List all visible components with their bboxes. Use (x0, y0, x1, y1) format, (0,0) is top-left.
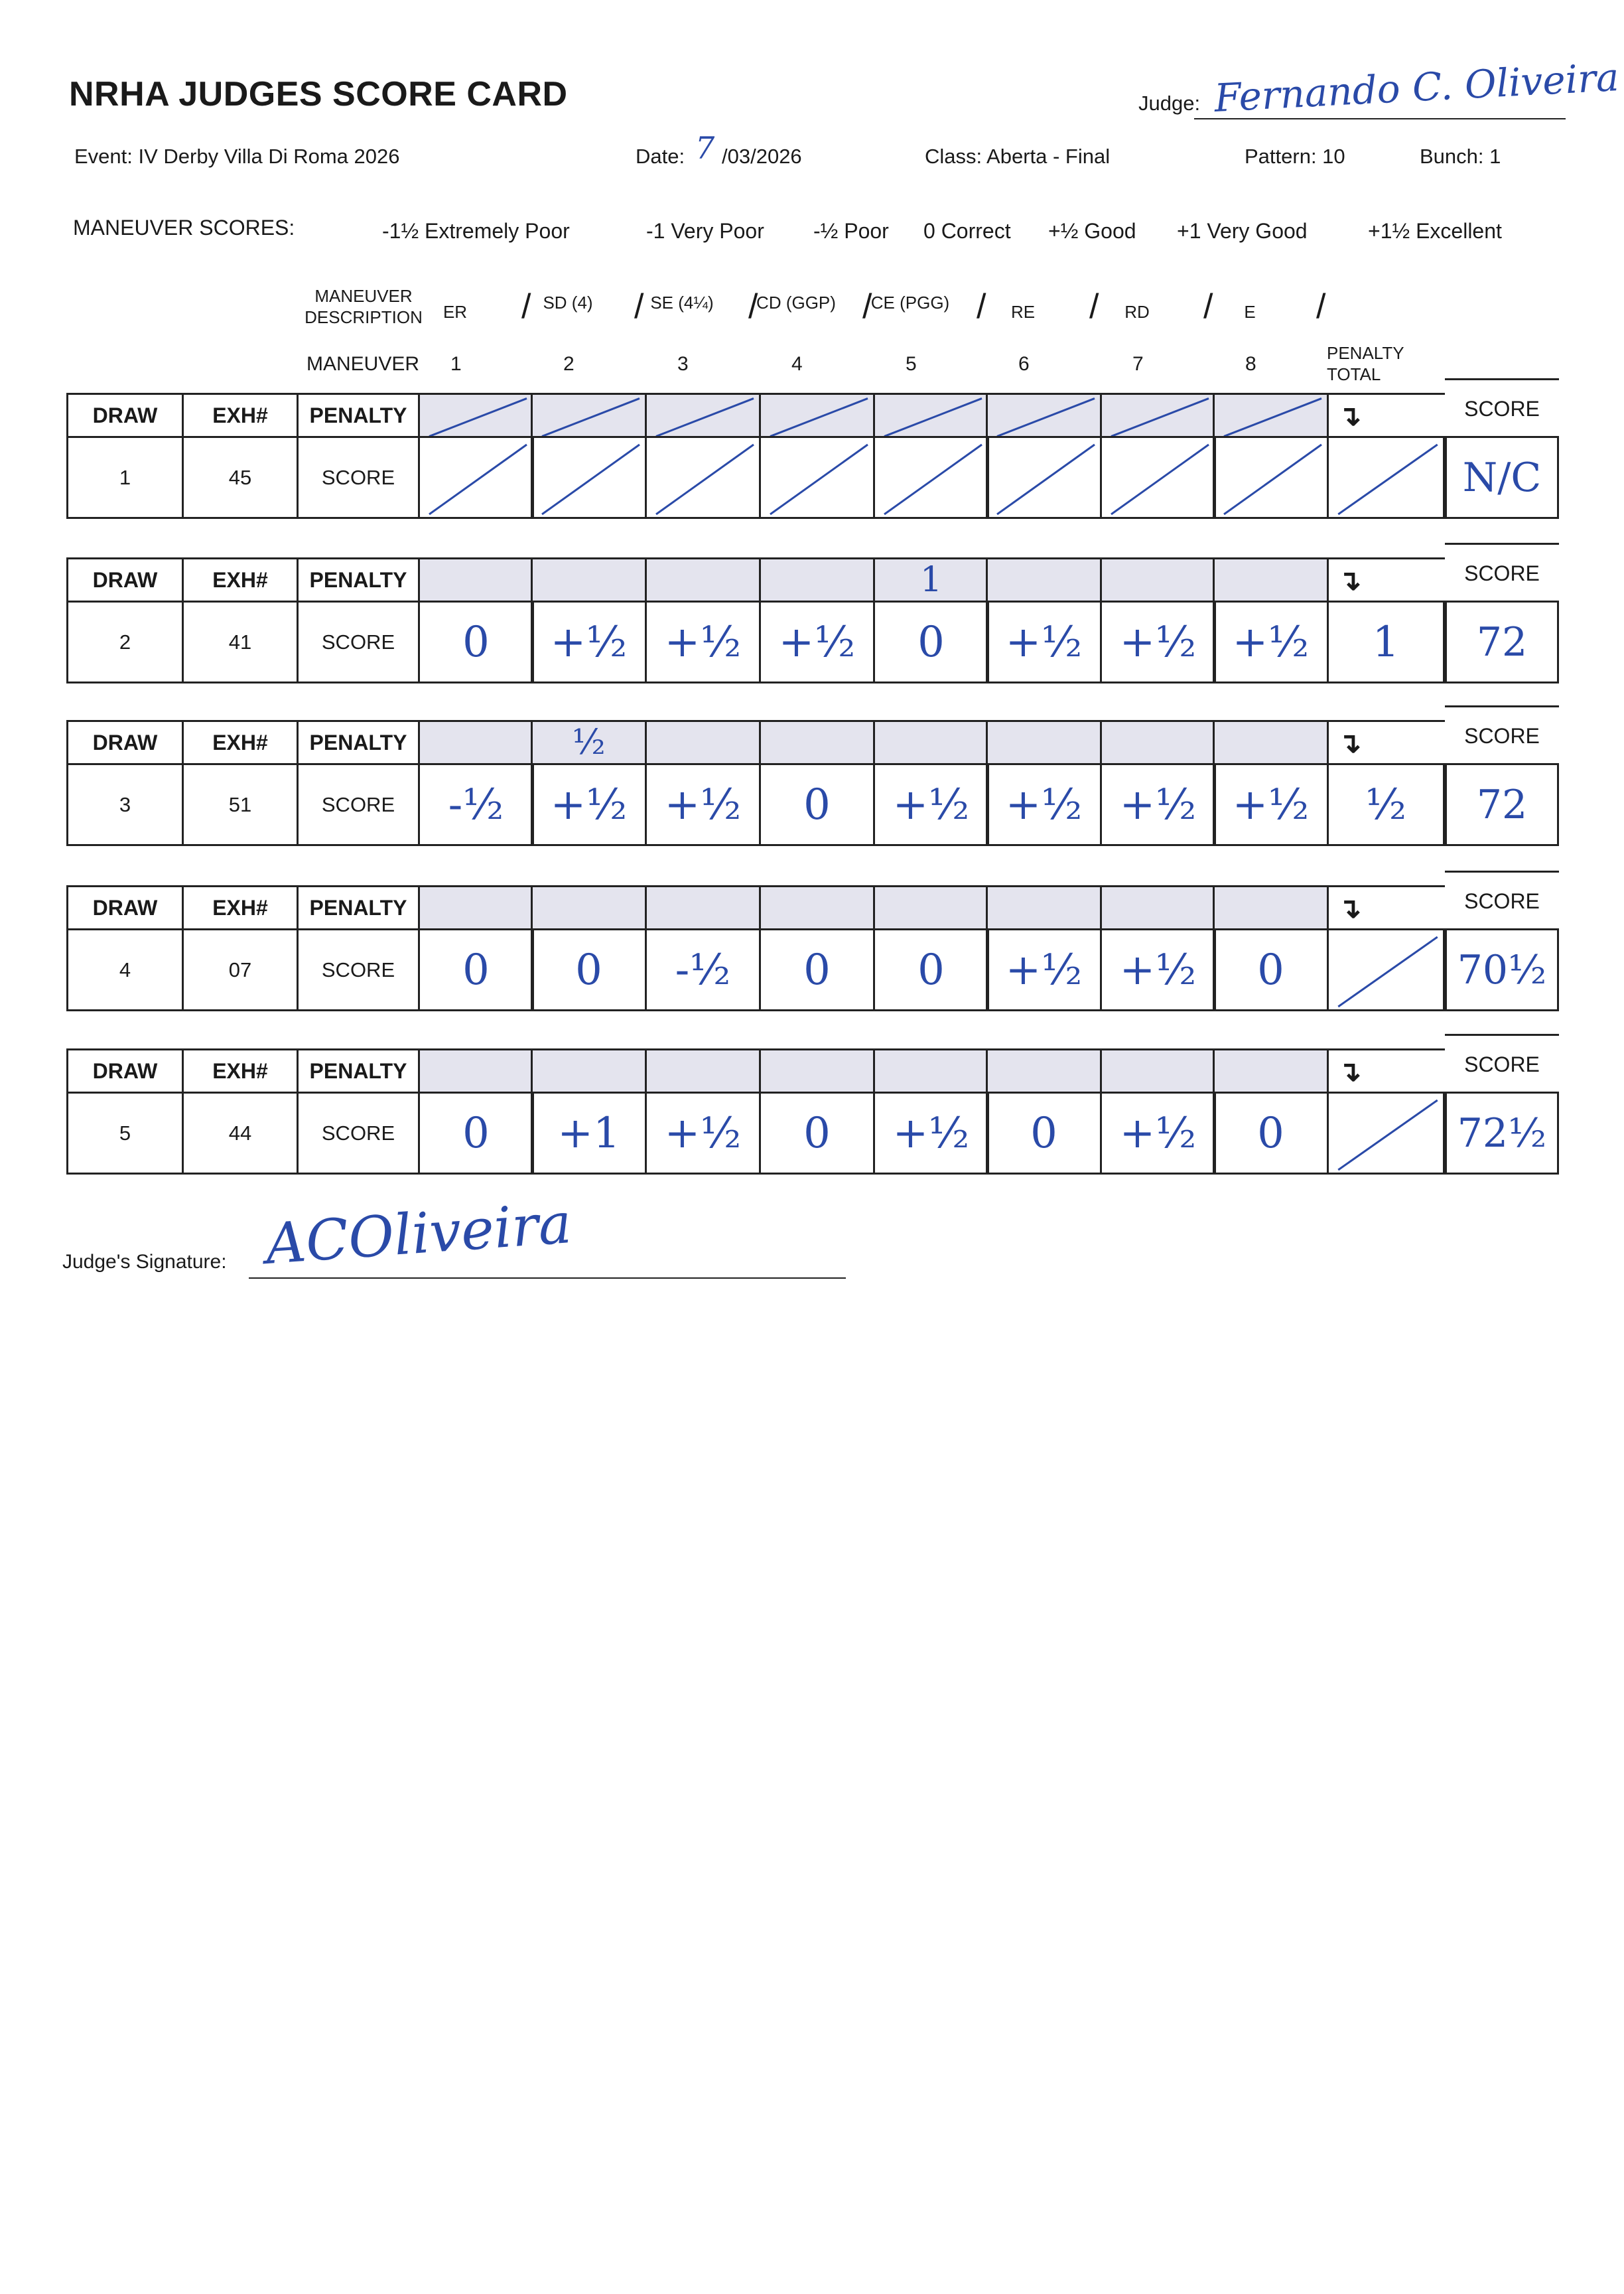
final-score-cell (1445, 1092, 1559, 1175)
maneuver-desc-6: RE (1010, 302, 1036, 322)
slash-mark (988, 395, 1104, 440)
score-cell-3 (645, 928, 761, 1011)
score-cell-7 (1100, 436, 1216, 519)
slash-line (997, 398, 1095, 436)
slash-mark (875, 438, 991, 521)
penalty-total-cell (1327, 928, 1445, 1011)
slash-line (656, 398, 754, 436)
score-cell-4 (759, 763, 875, 846)
scale-excellent: +1½ Excellent (1368, 219, 1502, 243)
signature-line (249, 1277, 846, 1279)
penalty-total-header (1327, 393, 1445, 438)
score-cell-4 (759, 1092, 875, 1175)
maneuver-score-mark: +1 (557, 1108, 620, 1158)
penalty-cell-3 (645, 885, 761, 930)
penalty-total-label: PENALTY TOTAL (1327, 343, 1404, 384)
maneuver-score-mark: 0 (462, 945, 490, 995)
maneuver-score-mark: 0 (803, 780, 831, 829)
maneuver-desc-3: SE (4¼) (650, 293, 714, 313)
slash-mark (1329, 1094, 1447, 1177)
score-cell-6 (986, 1092, 1102, 1175)
penalty-mark: 1 (919, 560, 943, 600)
slash-mark (533, 395, 649, 440)
slash-line (542, 398, 640, 436)
slash-line (1111, 398, 1209, 436)
exh-header: EXH# (182, 720, 299, 765)
penalty-header: PENALTY (297, 1048, 420, 1094)
score-cell-5 (873, 601, 989, 683)
draw-value: 2 (66, 601, 184, 683)
score-cell-7 (1100, 763, 1216, 846)
score-cell-3 (645, 763, 761, 846)
maneuver-number-1: 1 (450, 353, 462, 375)
maneuver-score-mark: 0 (462, 1108, 490, 1158)
penalty-cell-8 (1213, 720, 1329, 765)
card-title: NRHA JUDGES SCORE CARD (69, 75, 568, 113)
score-cell-2 (531, 436, 647, 519)
maneuver-number-5: 5 (906, 353, 917, 375)
final-score-cell (1445, 928, 1559, 1011)
final-score: 72½ (1457, 1110, 1547, 1157)
penalty-total-cell (1327, 601, 1445, 683)
maneuver-desc-2: SD (4) (543, 293, 593, 313)
maneuver-separator: / (1316, 287, 1326, 326)
maneuver-number-3: 3 (677, 353, 689, 375)
final-score-cell (1445, 763, 1559, 846)
scale-correct: 0 Correct (923, 219, 1011, 243)
slash-mark (1102, 395, 1218, 440)
maneuver-score-mark: +½ (1119, 617, 1197, 667)
penalty-cell-8 (1213, 557, 1329, 603)
maneuver-score-mark: +½ (1005, 780, 1083, 829)
final-score: N/C (1462, 454, 1542, 501)
score-row-label: SCORE (297, 1092, 420, 1175)
slash-mark (1215, 438, 1331, 521)
maneuver-score-mark: -½ (675, 945, 731, 995)
slash-line (884, 445, 982, 514)
penalty-cell-8 (1213, 393, 1329, 438)
score-row-label: SCORE (297, 763, 420, 846)
score-cell-3 (645, 436, 761, 519)
draw-value: 5 (66, 1092, 184, 1175)
bunch-info: Bunch: 1 (1420, 145, 1501, 168)
down-arrow-icon: ↴ (1338, 892, 1362, 924)
maneuver-desc-1: ER (442, 302, 468, 322)
maneuver-score-mark: 0 (575, 945, 602, 995)
slash-mark (1329, 438, 1447, 521)
penalty-cell-3 (645, 557, 761, 603)
down-arrow-icon: ↴ (1338, 399, 1362, 431)
score-cell-5 (873, 928, 989, 1011)
penalty-total-mark: ½ (1365, 780, 1407, 829)
maneuver-desc-4: CD (GGP) (756, 293, 836, 313)
score-row-label: SCORE (297, 601, 420, 683)
slash-line (1338, 445, 1438, 514)
slash-line (429, 445, 527, 514)
slash-line (1338, 1100, 1438, 1170)
slash-line (997, 445, 1095, 514)
exh-value: 51 (182, 763, 299, 846)
maneuver-score-mark: +½ (550, 617, 628, 667)
maneuver-score-mark: +½ (1232, 617, 1310, 667)
scale-poor: -½ Poor (813, 219, 889, 243)
date-day: 7 (695, 130, 715, 166)
penalty-total-header (1327, 720, 1445, 765)
score-cell-5 (873, 436, 989, 519)
signature-label: Judge's Signature: (62, 1251, 227, 1273)
class-info: Class: Aberta - Final (925, 145, 1111, 168)
score-cell-7 (1100, 1092, 1216, 1175)
maneuver-number-6: 6 (1018, 353, 1030, 375)
slash-line (1224, 445, 1321, 514)
maneuver-number-8: 8 (1245, 353, 1256, 375)
penalty-cell-4 (759, 885, 875, 930)
score-cell-8 (1213, 763, 1329, 846)
maneuver-score-mark: +½ (1119, 780, 1197, 829)
final-score: 72 (1476, 781, 1528, 828)
maneuver-separator: / (1203, 287, 1213, 326)
maneuver-score-mark: +½ (1232, 780, 1310, 829)
slash-mark (420, 438, 536, 521)
score-row-label: SCORE (297, 436, 420, 519)
score-cell-5 (873, 1092, 989, 1175)
penalty-cell-4 (759, 1048, 875, 1094)
down-arrow-icon: ↴ (1338, 727, 1362, 758)
score-cell-6 (986, 436, 1102, 519)
draw-value: 4 (66, 928, 184, 1011)
draw-header: DRAW (66, 720, 184, 765)
exh-value: 45 (182, 436, 299, 519)
penalty-header: PENALTY (297, 393, 420, 438)
maneuver-separator: / (634, 287, 644, 326)
slash-mark (875, 395, 991, 440)
slash-mark (533, 438, 649, 521)
penalty-cell-1 (418, 885, 534, 930)
penalty-cell-7 (1100, 1048, 1216, 1094)
score-cell-4 (759, 436, 875, 519)
penalty-total-header (1327, 557, 1445, 603)
exh-value: 07 (182, 928, 299, 1011)
date-rest: /03/2026 (722, 145, 802, 168)
penalty-cell-7 (1100, 393, 1216, 438)
maneuver-score-mark: 0 (803, 1108, 831, 1158)
maneuver-score-mark: +½ (664, 780, 742, 829)
maneuver-separator: / (977, 287, 986, 326)
penalty-total-cell (1327, 763, 1445, 846)
penalty-cell-1 (418, 557, 534, 603)
score-cell-2 (531, 601, 647, 683)
penalty-cell-1 (418, 393, 534, 438)
maneuver-score-mark: +½ (1005, 617, 1083, 667)
maneuver-score-mark: 0 (1257, 1108, 1284, 1158)
penalty-cell-1 (418, 1048, 534, 1094)
score-cell-8 (1213, 601, 1329, 683)
exh-header: EXH# (182, 557, 299, 603)
penalty-cell-5 (873, 885, 989, 930)
maneuver-desc-7: RD (1124, 302, 1150, 322)
score-cell-1 (418, 1092, 534, 1175)
maneuver-score-mark: +½ (664, 617, 742, 667)
penalty-cell-5 (873, 720, 989, 765)
maneuver-score-mark: +½ (892, 1108, 970, 1158)
penalty-header: PENALTY (297, 557, 420, 603)
score-cell-5 (873, 763, 989, 846)
maneuver-score-mark: 0 (917, 617, 945, 667)
final-score: 70½ (1457, 946, 1547, 993)
maneuver-score-mark: +½ (664, 1108, 742, 1158)
score-header: SCORE (1445, 543, 1559, 603)
penalty-header: PENALTY (297, 885, 420, 930)
slash-mark (647, 395, 763, 440)
maneuver-score-mark: +½ (1119, 1108, 1197, 1158)
maneuver-scores-label: MANEUVER SCORES: (73, 216, 295, 240)
score-cell-2 (531, 1092, 647, 1175)
scale-very-good: +1 Very Good (1177, 219, 1308, 243)
exh-header: EXH# (182, 1048, 299, 1094)
maneuver-desc-8: E (1244, 302, 1256, 322)
draw-header: DRAW (66, 393, 184, 438)
score-cell-4 (759, 601, 875, 683)
slash-line (1224, 398, 1321, 436)
penalty-total-header (1327, 1048, 1445, 1094)
score-cell-3 (645, 1092, 761, 1175)
penalty-mark: ½ (572, 723, 606, 762)
penalty-cell-1 (418, 720, 534, 765)
slash-line (1338, 937, 1438, 1007)
draw-header: DRAW (66, 557, 184, 603)
draw-value: 3 (66, 763, 184, 846)
slash-line (770, 398, 868, 436)
penalty-cell-5 (873, 393, 989, 438)
penalty-total-cell (1327, 436, 1445, 519)
penalty-cell-6 (986, 720, 1102, 765)
slash-mark (1329, 930, 1447, 1013)
draw-header: DRAW (66, 885, 184, 930)
maneuver-number-2: 2 (563, 353, 575, 375)
draw-value: 1 (66, 436, 184, 519)
slash-mark (1215, 395, 1331, 440)
exh-value: 41 (182, 601, 299, 683)
down-arrow-icon: ↴ (1338, 564, 1362, 596)
penalty-cell-4 (759, 557, 875, 603)
penalty-total-cell (1327, 1092, 1445, 1175)
score-cell-8 (1213, 928, 1329, 1011)
maneuver-number-7: 7 (1132, 353, 1144, 375)
penalty-cell-2 (531, 393, 647, 438)
judge-final-signature: ACOliveira (263, 1190, 574, 1277)
slash-mark (988, 438, 1104, 521)
slash-line (1111, 445, 1209, 514)
slash-line (884, 398, 982, 436)
draw-header: DRAW (66, 1048, 184, 1094)
scale-extremely-poor: -1½ Extremely Poor (382, 219, 570, 243)
maneuver-score-mark: +½ (1005, 945, 1083, 995)
penalty-cell-8 (1213, 1048, 1329, 1094)
scale-good: +½ Good (1048, 219, 1136, 243)
exh-header: EXH# (182, 885, 299, 930)
maneuver-separator: / (748, 287, 758, 326)
score-cell-3 (645, 601, 761, 683)
penalty-cell-2 (531, 557, 647, 603)
maneuver-score-mark: +½ (892, 780, 970, 829)
pattern-info: Pattern: 10 (1245, 145, 1345, 168)
penalty-cell-7 (1100, 720, 1216, 765)
penalty-cell-7 (1100, 885, 1216, 930)
penalty-cell-6 (986, 1048, 1102, 1094)
date-label: Date: (636, 145, 685, 168)
judge-signature: Fernando C. Oliveira (1213, 54, 1621, 121)
maneuver-score-mark: 0 (917, 945, 945, 995)
maneuver-number-label: MANEUVER (306, 353, 420, 375)
penalty-header: PENALTY (297, 720, 420, 765)
slash-mark (1102, 438, 1218, 521)
maneuver-separator: / (1089, 287, 1099, 326)
final-score-cell (1445, 601, 1559, 683)
score-cell-1 (418, 601, 534, 683)
maneuver-description-label: MANEUVER DESCRIPTION (304, 286, 423, 327)
slash-line (542, 445, 640, 514)
penalty-cell-3 (645, 393, 761, 438)
score-cell-8 (1213, 1092, 1329, 1175)
final-score-cell (1445, 436, 1559, 519)
slash-mark (420, 395, 536, 440)
maneuver-desc-5: CE (PGG) (870, 293, 950, 313)
score-cell-1 (418, 436, 534, 519)
penalty-cell-6 (986, 885, 1102, 930)
maneuver-separator: / (862, 287, 872, 326)
maneuver-separator: / (521, 287, 531, 326)
maneuver-score-mark: -½ (448, 780, 504, 829)
score-cell-6 (986, 928, 1102, 1011)
score-cell-7 (1100, 928, 1216, 1011)
penalty-cell-2 (531, 720, 647, 765)
penalty-cell-6 (986, 393, 1102, 438)
slash-mark (647, 438, 763, 521)
maneuver-score-mark: 0 (462, 617, 490, 667)
penalty-cell-2 (531, 1048, 647, 1094)
score-header: SCORE (1445, 871, 1559, 930)
maneuver-score-mark: 0 (1257, 945, 1284, 995)
penalty-total-header (1327, 885, 1445, 930)
score-cell-4 (759, 928, 875, 1011)
score-cell-2 (531, 928, 647, 1011)
penalty-cell-5 (873, 1048, 989, 1094)
penalty-cell-3 (645, 720, 761, 765)
score-header: SCORE (1445, 1034, 1559, 1094)
penalty-cell-8 (1213, 885, 1329, 930)
final-score: 72 (1476, 618, 1528, 666)
penalty-cell-7 (1100, 557, 1216, 603)
exh-value: 44 (182, 1092, 299, 1175)
penalty-total-mark: 1 (1372, 617, 1400, 667)
exh-header: EXH# (182, 393, 299, 438)
maneuver-score-mark: +½ (778, 617, 856, 667)
maneuver-number-4: 4 (791, 353, 803, 375)
penalty-cell-5 (873, 557, 989, 603)
penalty-cell-6 (986, 557, 1102, 603)
score-cell-6 (986, 763, 1102, 846)
slash-mark (761, 438, 877, 521)
penalty-cell-4 (759, 393, 875, 438)
score-cell-2 (531, 763, 647, 846)
score-cell-1 (418, 928, 534, 1011)
scale-very-poor: -1 Very Poor (646, 219, 764, 243)
score-row-label: SCORE (297, 928, 420, 1011)
event-info: Event: IV Derby Villa Di Roma 2026 (74, 145, 400, 168)
score-header: SCORE (1445, 378, 1559, 438)
maneuver-score-mark: +½ (550, 780, 628, 829)
score-header: SCORE (1445, 705, 1559, 765)
slash-mark (761, 395, 877, 440)
down-arrow-icon: ↴ (1338, 1055, 1362, 1087)
penalty-cell-2 (531, 885, 647, 930)
maneuver-score-mark: +½ (1119, 945, 1197, 995)
maneuver-score-mark: 0 (1030, 1108, 1057, 1158)
slash-line (770, 445, 868, 514)
score-cell-1 (418, 763, 534, 846)
score-cell-6 (986, 601, 1102, 683)
maneuver-score-mark: 0 (803, 945, 831, 995)
slash-line (656, 445, 754, 514)
score-cell-7 (1100, 601, 1216, 683)
slash-line (429, 398, 527, 436)
score-cell-8 (1213, 436, 1329, 519)
penalty-cell-4 (759, 720, 875, 765)
judge-label: Judge: (1138, 92, 1201, 115)
penalty-cell-3 (645, 1048, 761, 1094)
